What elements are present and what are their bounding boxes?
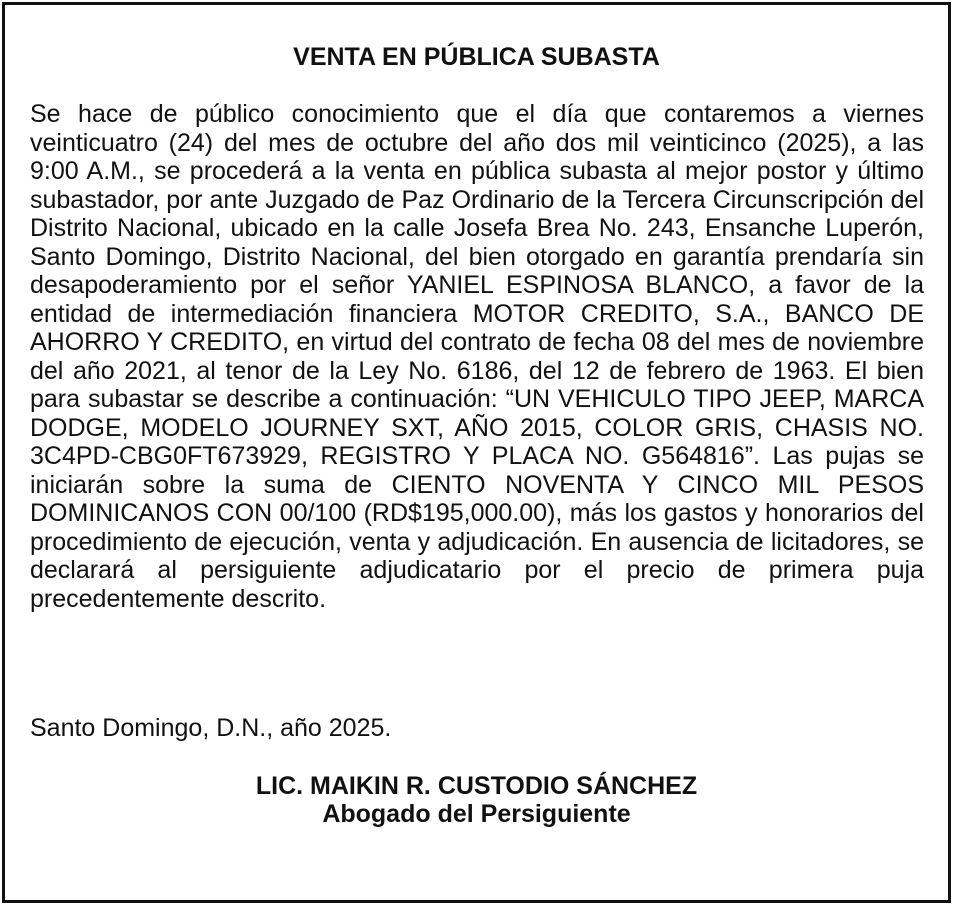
notice-title: VENTA EN PÚBLICA SUBASTA: [293, 43, 660, 71]
notice-body: Se hace de público conocimiento que el día que contaremos a viernes veinticuatro (24) del mes de octubre del año dos mil veinticinco (2025), a las 9:00 A.M., se procederá a la venta en pública subasta al mejor postor y último subastador, por ante Juzgado de Paz Ordinario de la Tercera Circunscripción del Distrito Nacional, ubicado en la calle Josefa Brea No. 243, Ensanche Luperón, Santo Domingo, Distrito Nacional, del bien otorgado en garantía prendaría sin desapoderamiento por el señor YANIEL ESPINOSA BLANCO, a favor de la entidad de intermediación financiera MOTOR CREDITO, S.A., BANCO DE AHORRO Y CREDITO, en virtud del contrato de fecha 08 del mes de noviembre del año 2021, al tenor de la Ley No. 6186, del 12 de febrero de 1963. El bien para subastar se describe a continuación: “UN VEHICULO TIPO JEEP, MARCA DODGE, MODELO JOURNEY SXT, AÑO 2015, COLOR GRIS, CHASIS NO. 3C4PD-CBG0FT673929, REGISTRO Y PLACA NO. G564816”. Las pujas se iniciarán sobre la suma de CIENTO NOVENTA Y CINCO MIL PESOS DOMINICANOS CON 00/100 (RD$195,000.00), más los gastos y honorarios del procedimiento de ejecución, venta y adjudicación. En ausencia de licitadores, se declarará al persiguiente adjudicatario por el precio de primera puja precedentemente descrito.: [30, 100, 924, 613]
signer-name: LIC. MAIKIN R. CUSTODIO SÁNCHEZ: [255, 772, 698, 800]
signature-block: [5, 772, 948, 828]
notice-frame: [2, 2, 951, 903]
signer-role: Abogado del Persiguiente: [322, 800, 631, 828]
dateline: Santo Domingo, D.N., año 2025.: [30, 714, 392, 742]
